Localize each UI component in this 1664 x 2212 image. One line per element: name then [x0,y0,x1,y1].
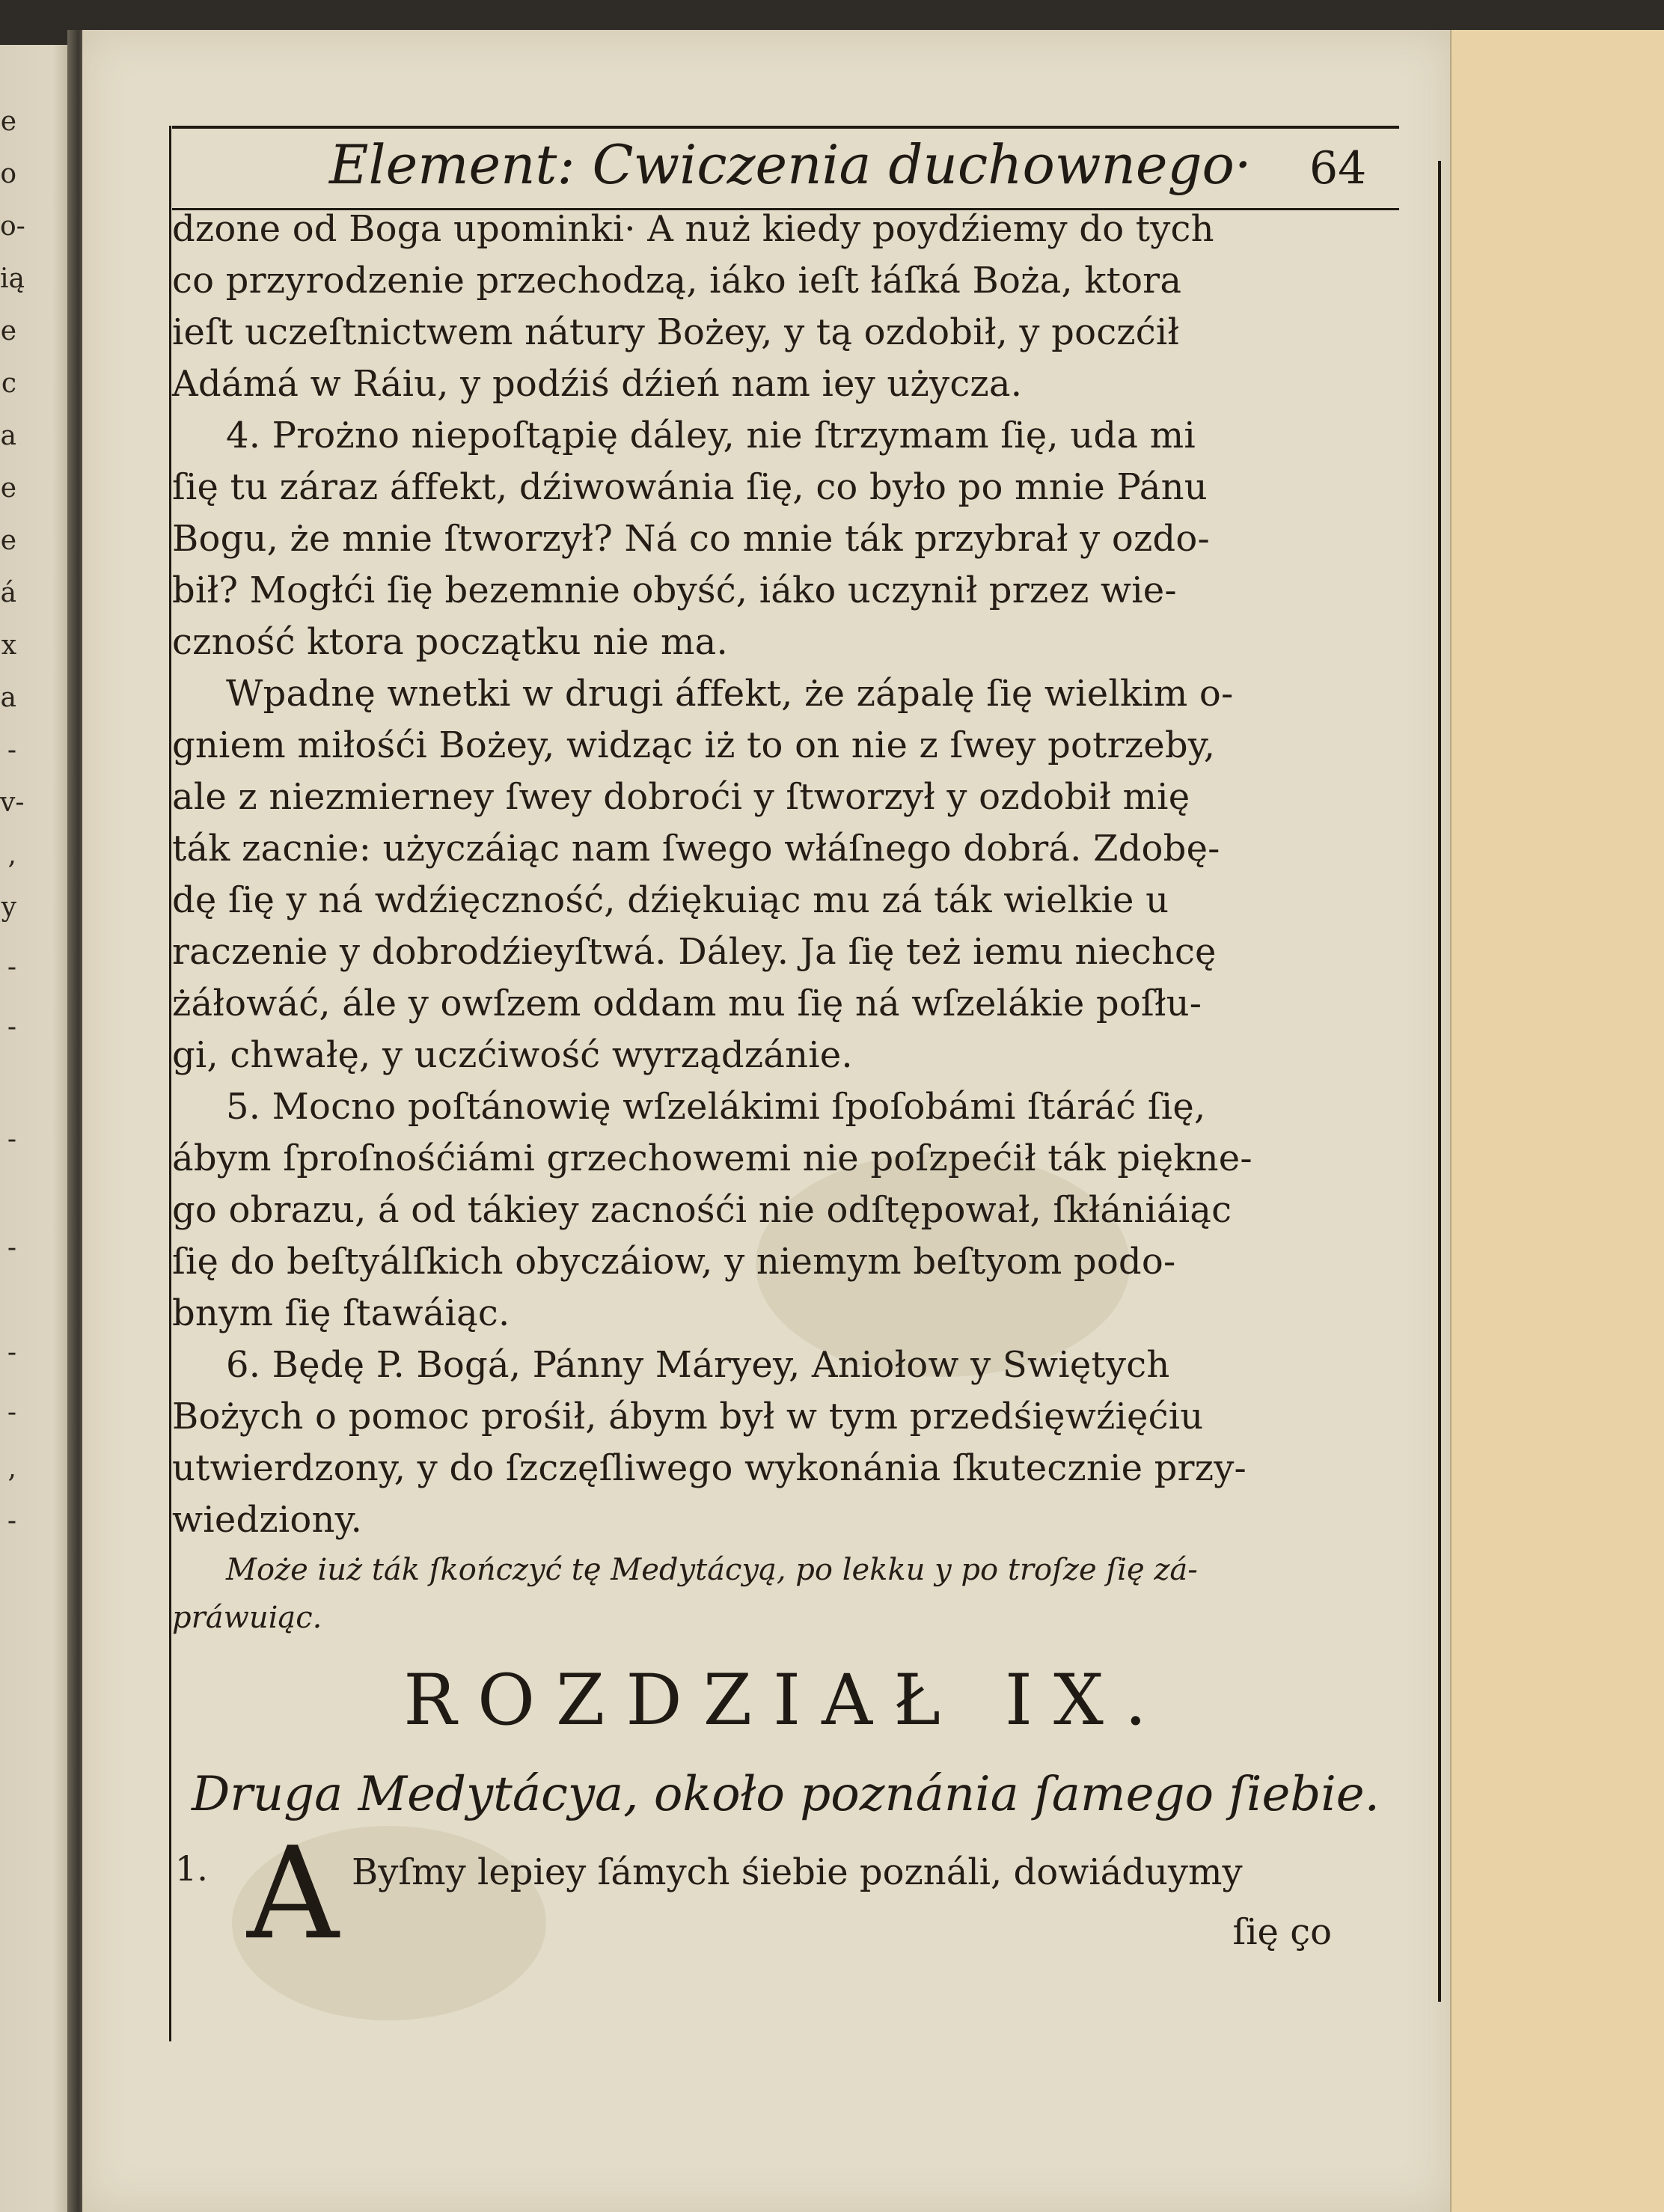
text-line: Bogu, że mnie ſtworzył? Ná co mnie ták przybrał y ozdo- [172,518,1210,560]
text-line: ale z niezmierney ſwey dobroći y ſtworzył y ozdobił mię [172,776,1190,818]
prev-page-fragment: e [0,525,16,556]
closing-note: Może iuż ták ſkończyć tę Medytácyą, po lekku y po troſze ſię zá- [226,1553,1198,1587]
prev-page-fragment: - [7,1506,16,1536]
paragraph-5-start: 5. Mocno poſtánowię wſzelákimi ſpoſobámi ſtáráć ſię, [226,1086,1206,1128]
text-line: utwierdzony, y do ſzczęſliwego wykonánia ſkutecznie przy- [172,1447,1247,1489]
text-line: gi, chwałę, y uczćiwość wyrządzánie. [172,1034,853,1076]
text-line: bnym ſię ſtawáiąc. [172,1292,510,1334]
prev-page-fragment: - [7,735,16,766]
text-line: wiedziony. [172,1499,363,1541]
prev-page-fragment: y [1,892,16,923]
text-line: czność ktora początku nie ma. [172,621,728,663]
prev-page-fragment: - [7,1124,16,1155]
prev-page-fragment: c [1,368,16,399]
right-margin-rule [1438,161,1441,2002]
text-line: bił? Mogłći ſię bezemnie obyść, iáko uczynił przez wie- [172,569,1177,611]
book-page [82,30,1452,2212]
prev-page-fragment: a [0,682,16,713]
top-rule [172,126,1399,129]
text-line: co przyrodzenie przechodzą, iáko ieſt łáſká Boża, ktora [172,260,1182,302]
prev-page-fragment: e [0,473,16,504]
opening-paragraph [172,1820,1399,1968]
prev-page-fragment: ią [0,263,25,294]
prev-page-fragment: e [0,316,16,346]
paragraph-6-start: 6. Będę P. Bogá, Pánny Máryey, Aniołow y Swiętych [226,1344,1170,1386]
prev-page-fragment: - [7,1232,16,1263]
paragraph-number: 1. [175,1848,208,1889]
chapter-title: ROZDZIAŁ IX. [403,1660,1168,1741]
left-margin-rule [169,126,171,2041]
prev-page-fragment: - [7,952,16,983]
previous-page-edge [0,45,75,2212]
text-line: ták zacnie: użyczáiąc nam ſwego włáſnego dobrá. Zdobę- [172,828,1220,870]
prev-page-fragment: o- [0,211,25,242]
page-number: 64 [1309,142,1367,195]
drop-cap: A [247,1820,339,1968]
text-line: raczenie y dobrodźieyſtwá. Dáley. Ja ſię też iemu niechcę [172,931,1217,973]
text-line: ieſt uczeſtnictwem nátury Bożey, y tą ozdobił, y poczćił [172,311,1180,353]
text-line: Adámá w Ráiu, y podźiś dźień nam iey użycza. [172,363,1023,405]
text-line: go obrazu, á od tákiey zacnośći nie odſtępował, ſkłániáiąc [172,1189,1232,1231]
prev-page-fragment: e [0,106,16,137]
closing-note: práwuiąc. [172,1601,322,1635]
prev-page-fragment: , [7,840,16,870]
page-edge-strip [1450,30,1664,2212]
prev-page-fragment: , [7,1453,16,1484]
text-line: ſię tu záraz áffekt, dźiwowánia ſię, co było po mnie Pánu [172,466,1208,508]
text-line: Bożych o pomoc prośił, ábym był w tym przedśięwźięćiu [172,1396,1204,1438]
text-line: żáłowáć, ále y owſzem oddam mu ſię ná wſzelákie poſłu- [172,983,1202,1024]
paragraph-start: Wpadnę wnetki w drugi áffekt, że zápalę ſię wielkim o- [226,673,1234,715]
text-line: dę ſię y ná wdźięczność, dźiękuiąc mu zá ták wielkie u [172,879,1169,921]
text-line: ábym ſproſnośćiámi grzechowemi nie poſzpećił ták piękne- [172,1137,1252,1179]
prev-page-fragment: - [7,1397,16,1428]
prev-page-fragment: á [0,578,16,608]
chapter-subtitle: Druga Medytácya, około poznánia ſamego ſiebie. [191,1767,1380,1822]
prev-page-fragment: a [0,421,16,451]
catchword: ſię ço [1232,1911,1332,1953]
prev-page-fragment: - [7,1012,16,1042]
text-line: gniem miłośći Bożey, widząc iż to on nie z ſwey potrzeby, [172,724,1216,766]
running-head: Element: Cwiczenia duchownego· [329,133,1252,196]
text-line: ſię do beſtyálſkich obyczáiow, y niemym beſtyom podo- [172,1241,1176,1283]
paragraph-4-start: 4. Prożno niepoſtąpię dáley, nie ſtrzymam ſię, uda mi [226,415,1196,456]
prev-page-fragment: o [0,159,16,189]
prev-page-fragment: x [1,630,16,661]
text-line: dzone od Boga upominki· A nuż kiedy poydźiemy do tych [172,208,1214,250]
prev-page-fragment: - [7,1337,16,1368]
text-line: Byſmy lepiey ſámych śiebie poználi, dowiáduymy [352,1851,1243,1893]
body-text [172,204,1399,1968]
prev-page-fragment: v- [0,787,25,818]
